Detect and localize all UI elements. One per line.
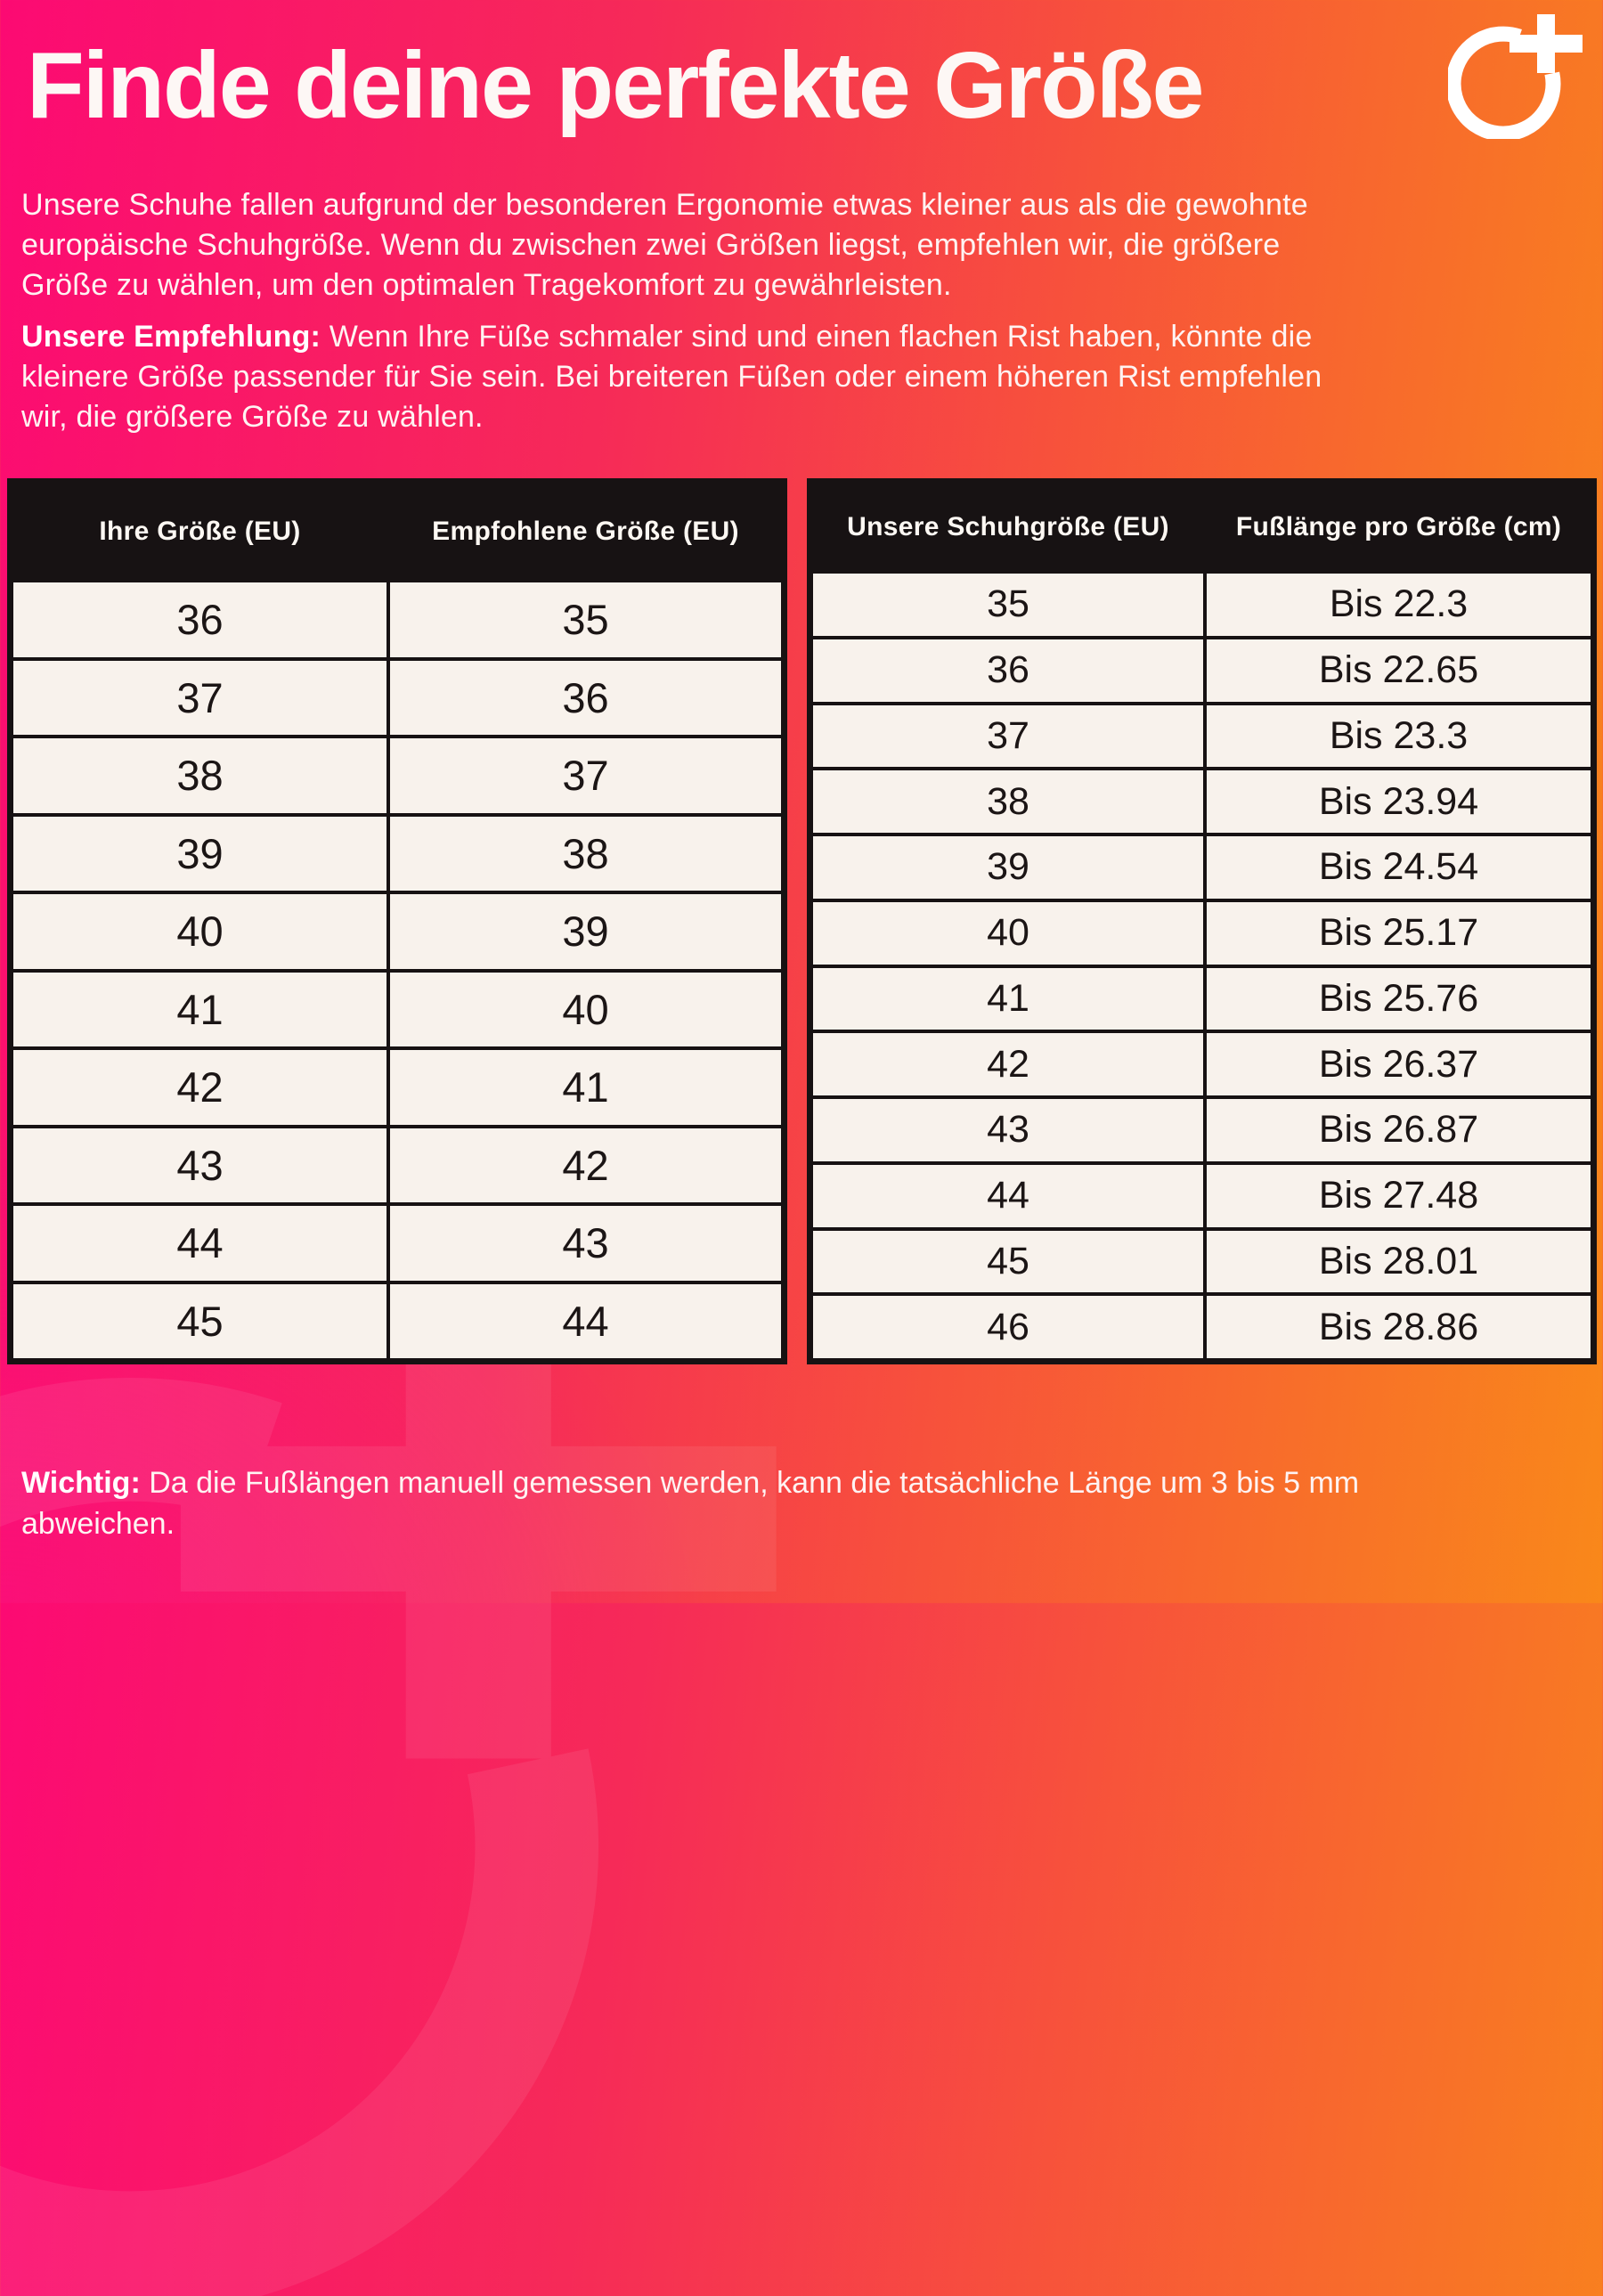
note-line: [21, 1462, 1518, 1503]
table-cell: 42: [813, 1033, 1203, 1095]
table-cell: 45: [813, 1231, 1203, 1293]
table-cell: 40: [13, 894, 387, 969]
table-cell: 35: [813, 574, 1203, 636]
intro-line: Größe zu wählen, um den optimalen Tragekomfort zu gewährleisten.: [21, 268, 952, 302]
table-cell: 39: [13, 817, 387, 892]
note-line: abweichen.: [21, 1507, 175, 1541]
table-cell: 44: [13, 1206, 387, 1281]
table-cell: Bis 25.17: [1207, 902, 1591, 965]
table-cell: 41: [13, 973, 387, 1047]
table-cell: 41: [813, 968, 1203, 1030]
table-cell: Bis 22.65: [1207, 639, 1591, 702]
table-cell: 43: [13, 1128, 387, 1203]
column-header-foot-length: Fußlänge pro Größe (cm): [1207, 484, 1591, 570]
recommendation-paragraph: [21, 317, 1464, 437]
table-cell: 44: [813, 1165, 1203, 1227]
table-cell: 38: [813, 770, 1203, 833]
table-cell: 37: [13, 661, 387, 736]
table-cell: 45: [13, 1284, 387, 1359]
foot-length-table: [807, 478, 1597, 1364]
recommendation-line: [21, 317, 1464, 357]
table-cell: Bis 22.3: [1207, 574, 1591, 636]
recommendation-label: Unsere Empfehlung:: [21, 320, 321, 354]
table-cell: 40: [813, 902, 1203, 965]
important-note: [21, 1462, 1518, 1544]
table-cell: Bis 25.76: [1207, 968, 1591, 1030]
table-cell: 44: [390, 1284, 781, 1359]
table-cell: 43: [390, 1206, 781, 1281]
table-cell: Bis 27.48: [1207, 1165, 1591, 1227]
column-header-recommended-size: Empfohlene Größe (EU): [390, 484, 781, 579]
table-cell: 37: [390, 738, 781, 813]
table-cell: Bis 24.54: [1207, 836, 1591, 899]
intro-line: europäische Schuhgröße. Wenn du zwischen zwei Größen liegst, empfehlen wir, die größere: [21, 228, 1281, 262]
column-header-your-size: Ihre Größe (EU): [13, 484, 387, 579]
circle-plus-logo-icon: [1448, 12, 1583, 139]
recommendation-text: Wenn Ihre Füße schmaler sind und einen flachen Rist haben, könnte die: [321, 320, 1313, 354]
table-cell: Bis 26.87: [1207, 1099, 1591, 1161]
table-cell: Bis 26.37: [1207, 1033, 1591, 1095]
table-cell: 39: [813, 836, 1203, 899]
size-conversion-table: [7, 478, 787, 1364]
table-cell: Bis 23.94: [1207, 770, 1591, 833]
intro-line: Unsere Schuhe fallen aufgrund der besonderen Ergonomie etwas kleiner aus als die gewohnte: [21, 188, 1308, 222]
table-cell: 40: [390, 973, 781, 1047]
table-cell: 42: [390, 1128, 781, 1203]
table-cell: 43: [813, 1099, 1203, 1161]
table-cell: 41: [390, 1050, 781, 1125]
table-cell: 36: [13, 582, 387, 657]
recommendation-line: wir, die größere Größe zu wählen.: [21, 400, 484, 434]
table-cell: Bis 28.86: [1207, 1296, 1591, 1358]
table-cell: 36: [813, 639, 1203, 702]
page-title: Finde deine perfekte Größe: [27, 33, 1203, 138]
note-text: Da die Fußlängen manuell gemessen werden, kann die tatsächliche Länge um 3 bis 5 mm: [140, 1466, 1360, 1500]
table-cell: 39: [390, 894, 781, 969]
table-cell: 42: [13, 1050, 387, 1125]
table-cell: 38: [13, 738, 387, 813]
note-label: Wichtig:: [21, 1466, 141, 1500]
column-header-our-size: Unsere Schuhgröße (EU): [813, 484, 1203, 570]
table-cell: 35: [390, 582, 781, 657]
intro-paragraph: [21, 185, 1464, 305]
table-cell: 36: [390, 661, 781, 736]
table-cell: Bis 23.3: [1207, 705, 1591, 768]
table-cell: 38: [390, 817, 781, 892]
watermark-circle-plus-icon: [0, 1265, 784, 2296]
table-cell: Bis 28.01: [1207, 1231, 1591, 1293]
table-cell: 37: [813, 705, 1203, 768]
table-cell: 46: [813, 1296, 1203, 1358]
recommendation-line: kleinere Größe passender für Sie sein. Bei breiteren Füßen oder einem höheren Rist empfehlen: [21, 360, 1322, 394]
